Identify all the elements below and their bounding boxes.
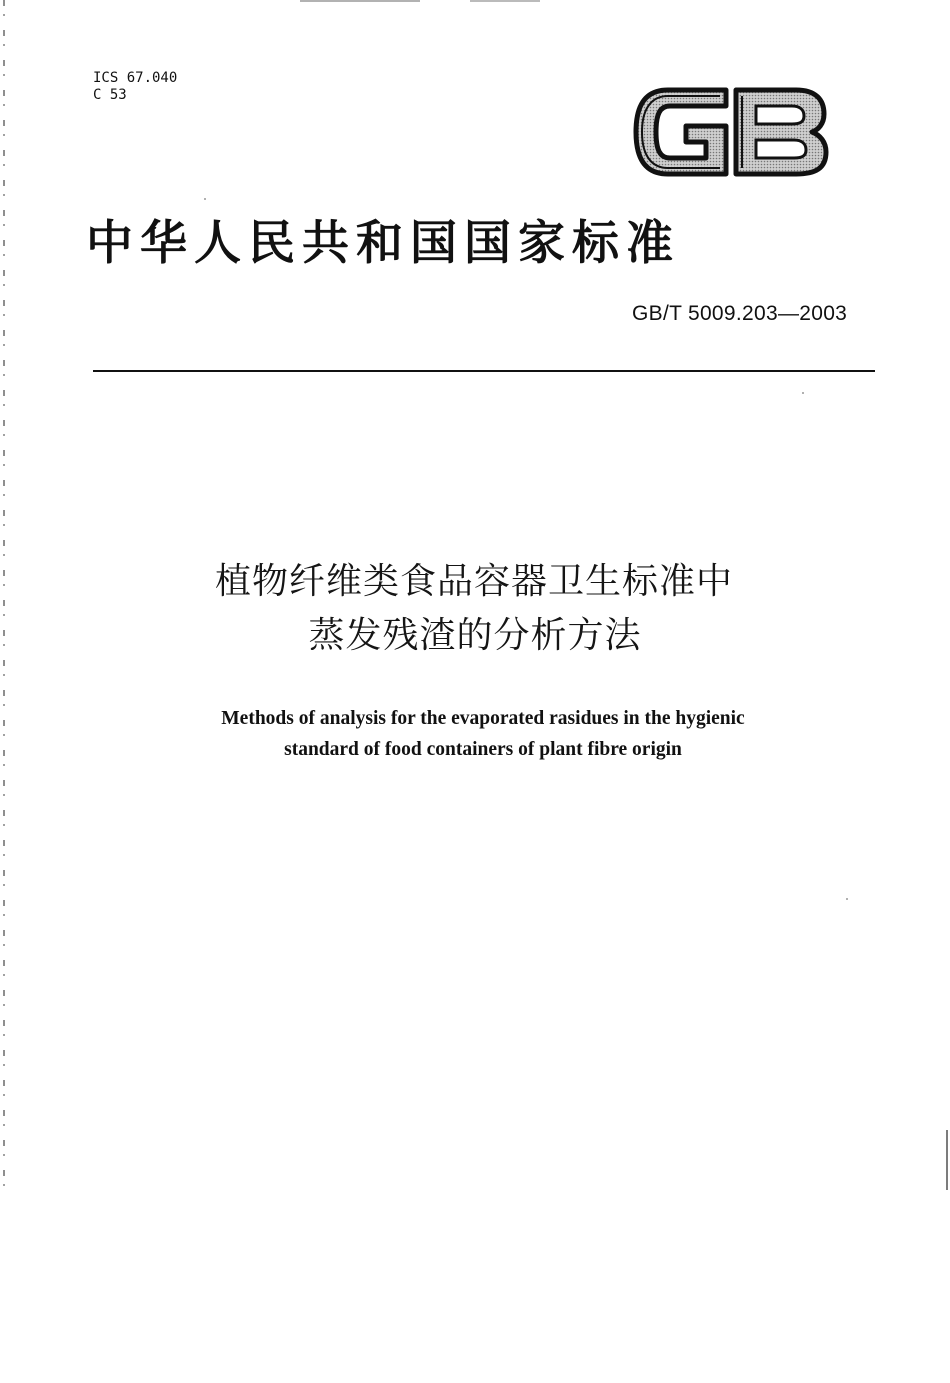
chinese-title-line-2: 蒸发残渣的分析方法 (308, 615, 642, 656)
english-title-line-2: standard of food containers of plant fibre origin (284, 739, 682, 760)
issuing-authority-title: 中华人民共和国国家标准 (86, 216, 680, 271)
scan-speck (802, 392, 804, 394)
header-divider (93, 370, 875, 372)
scan-artifact-top (0, 0, 950, 2)
standard-number: GB/T 5009.203—2003 (632, 302, 848, 325)
scan-speck (204, 198, 206, 200)
ics-code: ICS 67.040 (93, 70, 178, 86)
english-title-line-1: Methods of analysis for the evaporated rasidues in the hygienic (221, 708, 745, 729)
scan-artifact-right-edge (946, 1130, 948, 1190)
chinese-title-line-1: 植物纤维类食品容器卫生标准中 (214, 561, 733, 602)
classification-codes (93, 70, 177, 104)
english-title (0, 703, 950, 765)
ccs-code: C 53 (93, 87, 127, 103)
chinese-title (0, 555, 950, 663)
scan-speck (846, 898, 848, 900)
gb-logo-icon (628, 82, 833, 182)
